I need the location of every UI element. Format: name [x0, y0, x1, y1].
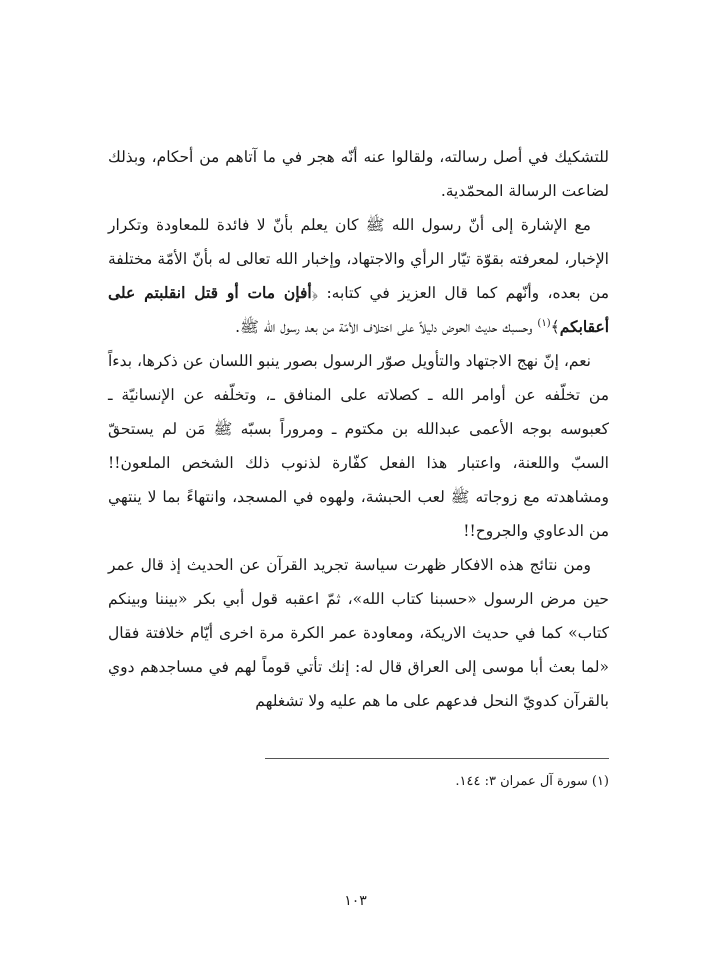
footnote: (١) سورة آل عمران ٣: ١٤٤. [455, 774, 609, 789]
paragraph-2 [108, 208, 609, 344]
quran-verse: أفإن مات أو قتل انقلبتم على أعقابكم [108, 283, 609, 336]
main-text [108, 140, 609, 718]
page-number: ١٠٣ [344, 893, 367, 909]
paragraph-4: ومن نتائج هذه الافكار ظهرت سياسة تجريد القرآن عن الحديث إذ قال عمر حين مرض الرسول «حسبنا كتاب الله»، ثمّ اعقبه قول أبي بكر «بيننا وبينكم كتاب» كما في حديث الاريكة، ومعاودة عمر الكرة مرة اخرى أيّام خلافتة فقال «لما بعث أبا موسى إلى العراق قال له: إنك تأتي قوماً لهم في مساجدهم دوي بالقرآن كدويّ النحل فدعهم على ما هم عليه ولا تشغلهم [108, 556, 609, 710]
paragraph-2-after: وحسبك حديث الحوض دليلاً على اختلاف الأمّة من بعد رسول الله ﷺ. [235, 318, 538, 336]
paragraph-2-before: مع الإشارة إلى أنّ رسول الله ﷺ كان يعلم بأنّ لا فائدة للمعاودة وتكرار الإخبار، لمعرفته بقوّة تيّار الرأي والاجتهاد، وإخبار الله تعالى له بأنّ الأمّة مختلفة من بعده، وأنّهم كما قال العزيز في كتابه: ﴿ [108, 216, 609, 302]
paragraph-1: للتشكيك في أصل رسالته، ولقالوا عنه أنّه هجر في ما آتاهم من أحكام، وبذلك لضاعت الرسالة المحمّدية. [108, 148, 609, 200]
quran-close-bracket: ﴾ [550, 318, 560, 336]
paragraph-3: نعم، إنّ نهج الاجتهاد والتأويل صوّر الرسول بصور ينبو اللسان عن ذكرها، بدءاً من تخلّفه عن أوامر الله ـ كصلاته على المنافق ـ، وتخلّفه عن الإنسانيّة ـ كعبوسه بوجه الأعمى عبدالله بن مكتوم ـ ومروراً بسبّه ﷺ مَن لم يستحقّ السبّ واللعنة، واعتبار هذا الفعل كفّارة لذنوب ذلك الشخص الملعون!! ومشاهدته مع زوجاته ﷺ لعب الحبشة، ولهوه في المسجد، وانتهاءً بما لا ينتهي من الدعاوي والجروح!! [108, 352, 609, 540]
footnote-reference[interactable]: (١) [537, 317, 551, 329]
footnote-divider [265, 758, 609, 759]
